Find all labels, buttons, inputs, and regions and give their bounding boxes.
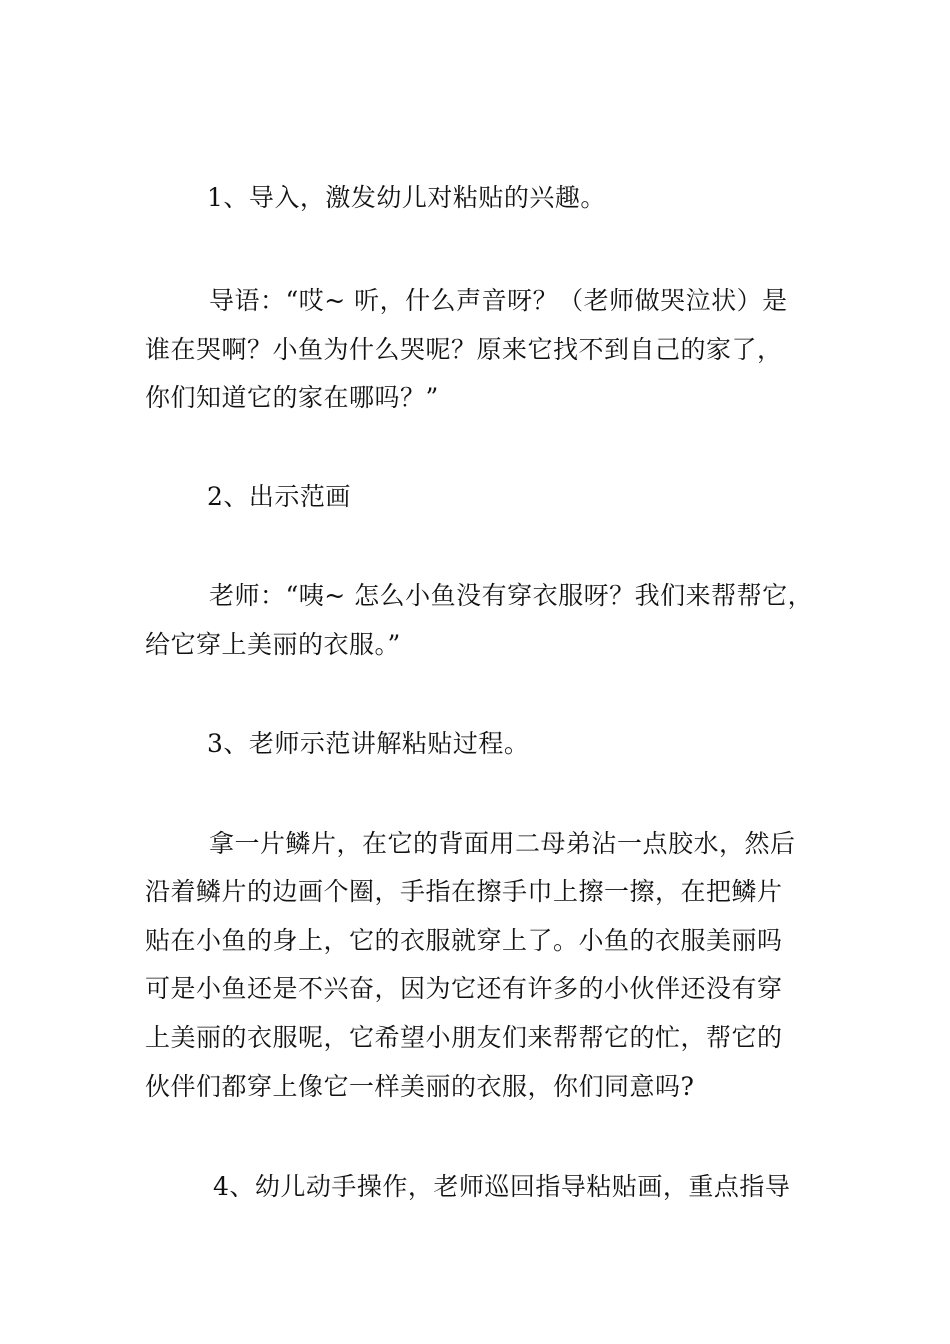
paragraph-line: 可是小鱼还是不兴奋，因为它还有许多的小伙伴还没有穿 [145, 974, 783, 1003]
heading-2: 2、出示范画 [207, 482, 351, 511]
paragraph-line: 给它穿上美丽的衣服。” [145, 630, 401, 659]
paragraph-line: 老师：“咦~ 怎么小鱼没有穿衣服呀？我们来帮帮它， [209, 581, 814, 610]
paragraph-line: 伙伴们都穿上像它一样美丽的衣服，你们同意吗? [145, 1072, 695, 1101]
paragraph-line: 拿一片鳞片，在它的背面用二母弟沾一点胶水，然后 [209, 829, 796, 858]
paragraph-line: 导语：“哎~ 听，什么声音呀？（老师做哭泣状）是 [209, 286, 788, 315]
paragraph-line: 谁在哭啊？小鱼为什么哭呢？原来它找不到自己的家了， [145, 335, 783, 364]
heading-1: 1、导入，激发幼儿对粘贴的兴趣。 [207, 183, 606, 212]
heading-3: 3、老师示范讲解粘贴过程。 [207, 729, 530, 758]
heading-4: 4、幼儿动手操作，老师巡回指导粘贴画，重点指导 [213, 1172, 791, 1201]
paragraph-line: 上美丽的衣服呢，它希望小朋友们来帮帮它的忙，帮它的 [145, 1023, 783, 1052]
paragraph-line: 沿着鳞片的边画个圈，手指在擦手巾上擦一擦，在把鳞片 [145, 877, 783, 906]
paragraph-line: 你们知道它的家在哪吗？” [145, 383, 439, 412]
paragraph-line: 贴在小鱼的身上，它的衣服就穿上了。小鱼的衣服美丽吗 [145, 926, 783, 955]
